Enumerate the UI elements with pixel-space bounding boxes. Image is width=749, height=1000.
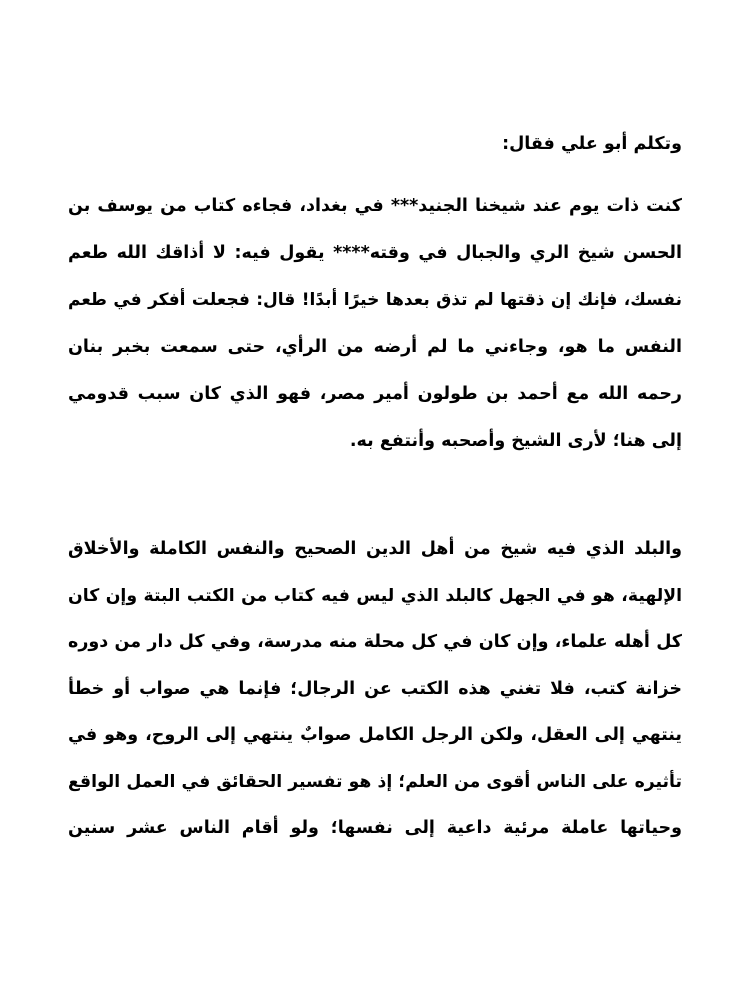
section-heading: وتكلم أبو علي فقال: — [502, 134, 682, 154]
paragraph-1-line: الحسن شيخ الري والجبال في وقته**** يقول فيه: لا أذاقك الله طعم — [68, 243, 682, 263]
paragraph-2-line: كل أهله علماء، وإن كان في كل محلة منه مدرسة، وفي كل دار من دوره — [68, 632, 682, 652]
paragraph-1-line: النفس ما هو، وجاءني ما لم أرضه من الرأي، حتى سمعت بخبر بنان — [68, 337, 682, 357]
paragraph-1 — [68, 183, 682, 465]
paragraph-1-line: نفسك، فإنك إن ذقتها لم تذق بعدها خيرًا أبدًا! قال: فجعلت أفكر في طعم — [68, 290, 682, 310]
paragraph-1-line: إلى هنا؛ لأرى الشيخ وأصحبه وأنتفع به. — [349, 431, 682, 451]
paragraph-2-line: تأثيره على الناس أقوى من العلم؛ إذ هو تفسير الحقائق في العمل الواقع — [68, 771, 682, 792]
paragraph-1-line: رحمه الله مع أحمد بن طولون أمير مصر، فهو الذي كان سبب قدومي — [68, 384, 682, 404]
paragraph-2 — [68, 526, 682, 852]
paragraph-2-line: وحياتها عاملة مرئية داعية إلى نفسها؛ ولو أقام الناس عشر سنين — [68, 818, 682, 838]
paragraph-2-line: الإلهية، هو في الجهل كالبلد الذي ليس فيه كتاب من الكتب البتة وإن كان — [68, 585, 682, 606]
paragraph-1-line: كنت ذات يوم عند شيخنا الجنيد*** في بغداد، فجاءه كتاب من يوسف بن — [68, 196, 682, 216]
paragraph-2-line: خزانة كتب، فلا تغني هذه الكتب عن الرجال؛ فإنما هي صواب أو خطأ — [68, 678, 682, 699]
paragraph-2-line: والبلد الذي فيه شيخ من أهل الدين الصحيح والنفس الكاملة والأخلاق — [68, 539, 682, 559]
paragraph-2-line: ينتهي إلى العقل، ولكن الرجل الكامل صوابٌ ينتهي إلى الروح، وهو في — [68, 725, 682, 745]
